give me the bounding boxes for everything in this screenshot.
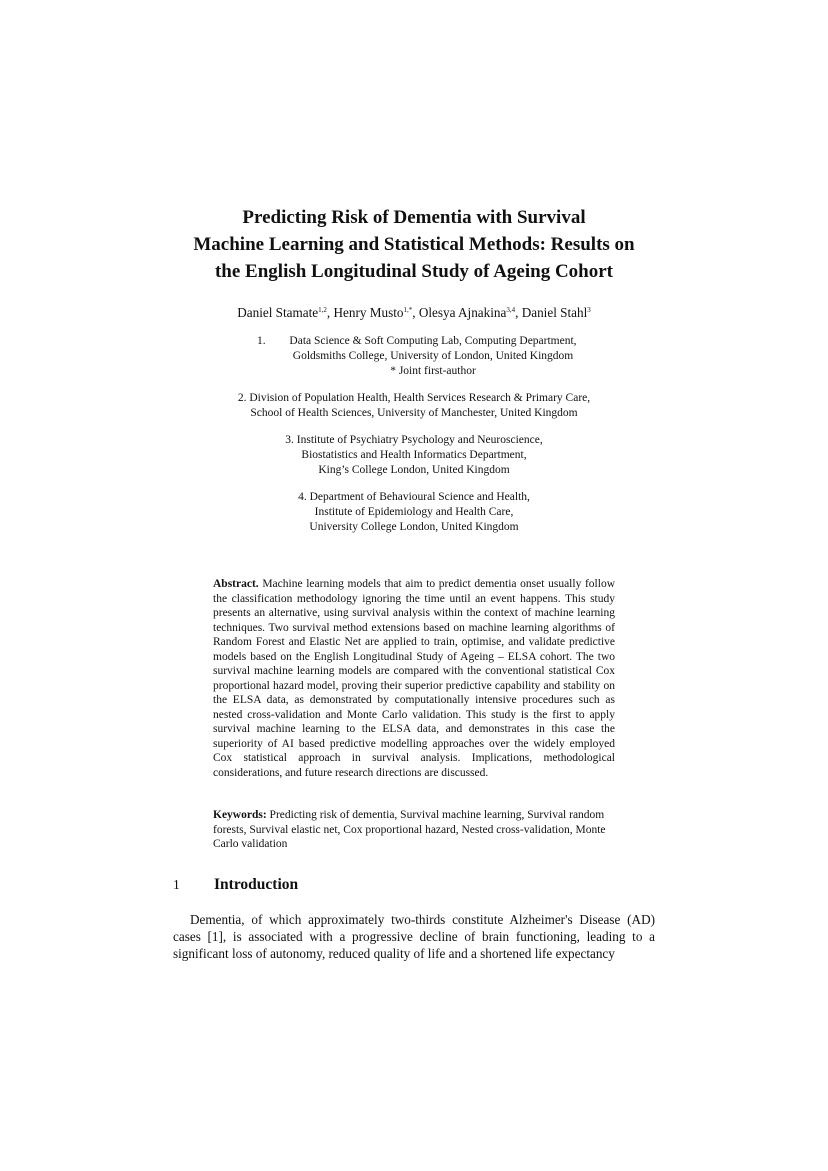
title-line: Predicting Risk of Dementia with Survival [242,207,586,228]
affiliation-line: 2. Division of Population Health, Health Services Research & Primary Care, [237,392,591,404]
author-affiliation-marker: 3 [587,306,591,314]
affiliation-line: Biostatistics and Health Informatics Department, [301,449,527,461]
affiliation-line: University College London, United Kingdom [309,521,519,533]
affiliation-4 [0,490,828,535]
author-name: Henry Musto [333,305,404,320]
affiliation-line: * Joint first-author [390,365,476,377]
title-line: the English Longitudinal Study of Ageing Cohort [214,261,614,282]
affiliation-2 [0,391,828,421]
author-separator: , [515,305,522,320]
section-heading [173,876,298,894]
keywords-label: Keywords: [213,809,267,821]
affiliation-line: 4. Department of Behavioural Science and Health, [298,491,530,503]
abstract-text: Machine learning models that aim to predict dementia onset usually follow the classification methodology ignoring the time until an event happens. This study presents an alternative, using survival analysis within the context of machine learning techniques. Two survival method extensions based on machine learning algorithms of Random Forest and Elastic Net are applied to train, optimise, and validate predictive models based on the English Longitudinal Study of Ageing – ELSA cohort. The two survival machine learning models are compared with the conventional statistical Cox proportional hazard model, proving their superior predictive capability and stability on the ELSA data, as demonstrated by computationally intensive procedures such as nested cross-validation and Monte Carlo validation. This study is the first to apply survival machine learning to the ELSA data, and demonstrates in this case the superiority of AI based predictive modelling approaches over the widely employed Cox statistical approach in survival analysis. Implications, methodological considerations, and future research directions are discussed. [213,578,615,779]
author-affiliation-marker: 1,* [403,306,413,314]
author-affiliation-marker: 3,4 [506,306,516,314]
affiliation-line: Institute of Epidemiology and Health Care, [314,506,514,518]
affiliation-3 [0,433,828,478]
affiliation-number: 1. [257,335,266,347]
abstract [213,577,615,780]
author-separator: , [412,305,419,320]
author-name: Daniel Stahl [521,305,588,320]
keywords [213,808,615,852]
author-name: Olesya Ajnakina [418,305,507,320]
author-separator: , [326,305,334,320]
section-title: Introduction [214,876,299,893]
affiliation-line: 3. Institute of Psychiatry Psychology and Neuroscience, [285,434,543,446]
affiliation-line: King’s College London, United Kingdom [318,464,510,476]
intro-paragraph: Dementia, of which approximately two-thirds constitute Alzheimer's Disease (AD) cases [1], is associated with a progressive decline of brain functioning, leading to a significant loss of autonomy, reduced quality of life and a shortened life expectancy [173,912,655,961]
affiliation-line: Data Science & Soft Computing Lab, Computing Department, [289,335,577,347]
section-number: 1 [173,877,180,892]
author-list [0,305,828,321]
author-affiliation-marker: 1,2 [318,306,327,314]
affiliation-line: Goldsmiths College, University of London, United Kingdom [292,350,574,362]
affiliation-line: School of Health Sciences, University of Manchester, United Kingdom [250,407,578,419]
abstract-label: Abstract. [213,578,259,590]
affiliation-1 [0,334,828,379]
keywords-text: Predicting risk of dementia, Survival machine learning, Survival random forests, Survival elastic net, Cox proportional hazard, Nested cross-validation, Monte Carlo validation [213,809,606,850]
author-name: Daniel Stamate [237,305,319,320]
paper-title [0,204,828,285]
title-line: Machine Learning and Statistical Methods: Results on [193,234,635,255]
